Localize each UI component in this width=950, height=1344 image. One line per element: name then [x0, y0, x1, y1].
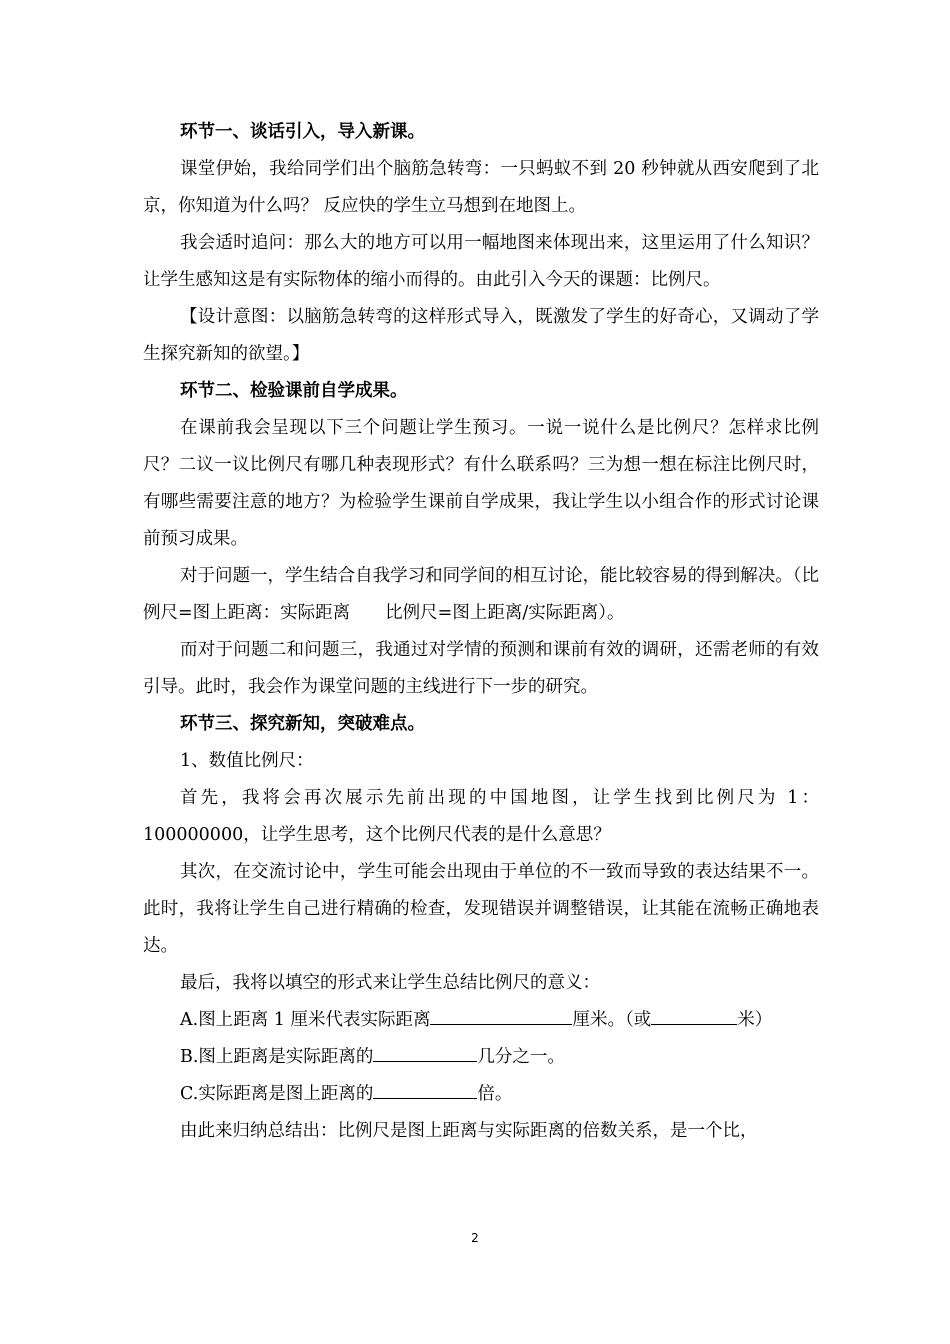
section-heading-2: 环节二、检验课前自学成果。 — [180, 381, 408, 401]
paragraph: 对于问题一，学生结合自我学习和同学间的相互讨论，能比较容易的得到解决。（比例尺=图上距离：实际距离 比例尺=图上距离/实际距离）。 — [143, 566, 819, 623]
paragraph: 而对于问题二和问题三，我通过对学情的预测和课前有效的调研，还需老师的有效引导。此时，我会作为课堂问题的主线进行下一步的研究。 — [143, 640, 819, 697]
fill-blank-a-prefix: A.图上距离 1 厘米代表实际距离 — [180, 1010, 431, 1030]
blank-line — [373, 1081, 477, 1099]
blank-line — [373, 1044, 477, 1062]
fill-blank-a — [143, 1002, 819, 1039]
document-body — [143, 114, 819, 1150]
fill-blank-c-suffix: 倍。 — [477, 1084, 513, 1104]
fill-blank-a-mid: 厘米。（或 — [572, 1010, 652, 1030]
subsection-title: 1、数值比例尺： — [180, 751, 314, 771]
fill-blank-c — [143, 1076, 819, 1113]
fill-blank-b-prefix: B.图上距离是实际距离的 — [180, 1047, 374, 1067]
closing-paragraph: 由此来归纳总结出：比例尺是图上距离与实际距离的倍数关系，是一个比， — [180, 1121, 758, 1141]
paragraph: 最后，我将以填空的形式来让学生总结比例尺的意义： — [180, 973, 600, 993]
paragraph: 课堂伊始，我给同学们出个脑筋急转弯：一只蚂蚁不到 20 秒钟就从西安爬到了北京，你知道为什么吗？ 反应快的学生立马想到在地图上。 — [143, 159, 819, 216]
paragraph: 在课前我会呈现以下三个问题让学生预习。一说一说什么是比例尺？怎样求比例尺？二议一议比例尺有哪几种表现形式？有什么联系吗？三为想一想在标注比例尺时，有哪些需要注意的地方？为检验学生课前自学成果，我让学生以小组合作的形式讨论课前预习成果。 — [143, 418, 819, 549]
fill-blank-c-prefix: C.实际距离是图上距离的 — [180, 1084, 374, 1104]
page-number: 2 — [471, 1231, 479, 1245]
section-heading-3: 环节三、探究新知，突破难点。 — [180, 714, 425, 734]
section-heading-1: 环节一、谈话引入，导入新课。 — [180, 122, 425, 142]
paragraph: 其次，在交流讨论中，学生可能会出现由于单位的不一致而导致的表达结果不一。此时，我将让学生自己进行精确的检查，发现错误并调整错误，让其能在流畅正确地表达。 — [143, 862, 819, 956]
blank-line — [430, 1007, 572, 1025]
paragraph: 首先，我将会再次展示先前出现的中国地图，让学生找到比例尺为 1：100000000，让学生思考，这个比例尺代表的是什么意思？ — [143, 788, 819, 845]
blank-line — [651, 1007, 737, 1025]
design-intent-note: 【设计意图：以脑筋急转弯的这样形式导入，既激发了学生的好奇心，又调动了学生探究新知的欲望。】 — [143, 307, 819, 364]
fill-blank-a-suffix: 米） — [737, 1010, 773, 1030]
fill-blank-b — [143, 1039, 819, 1076]
fill-blank-b-suffix: 几分之一。 — [477, 1047, 565, 1067]
paragraph: 我会适时追问：那么大的地方可以用一幅地图来体现出来，这里运用了什么知识？ 让学生感知这是有实际物体的缩小而得的。由此引入今天的课题：比例尺。 — [143, 233, 819, 290]
